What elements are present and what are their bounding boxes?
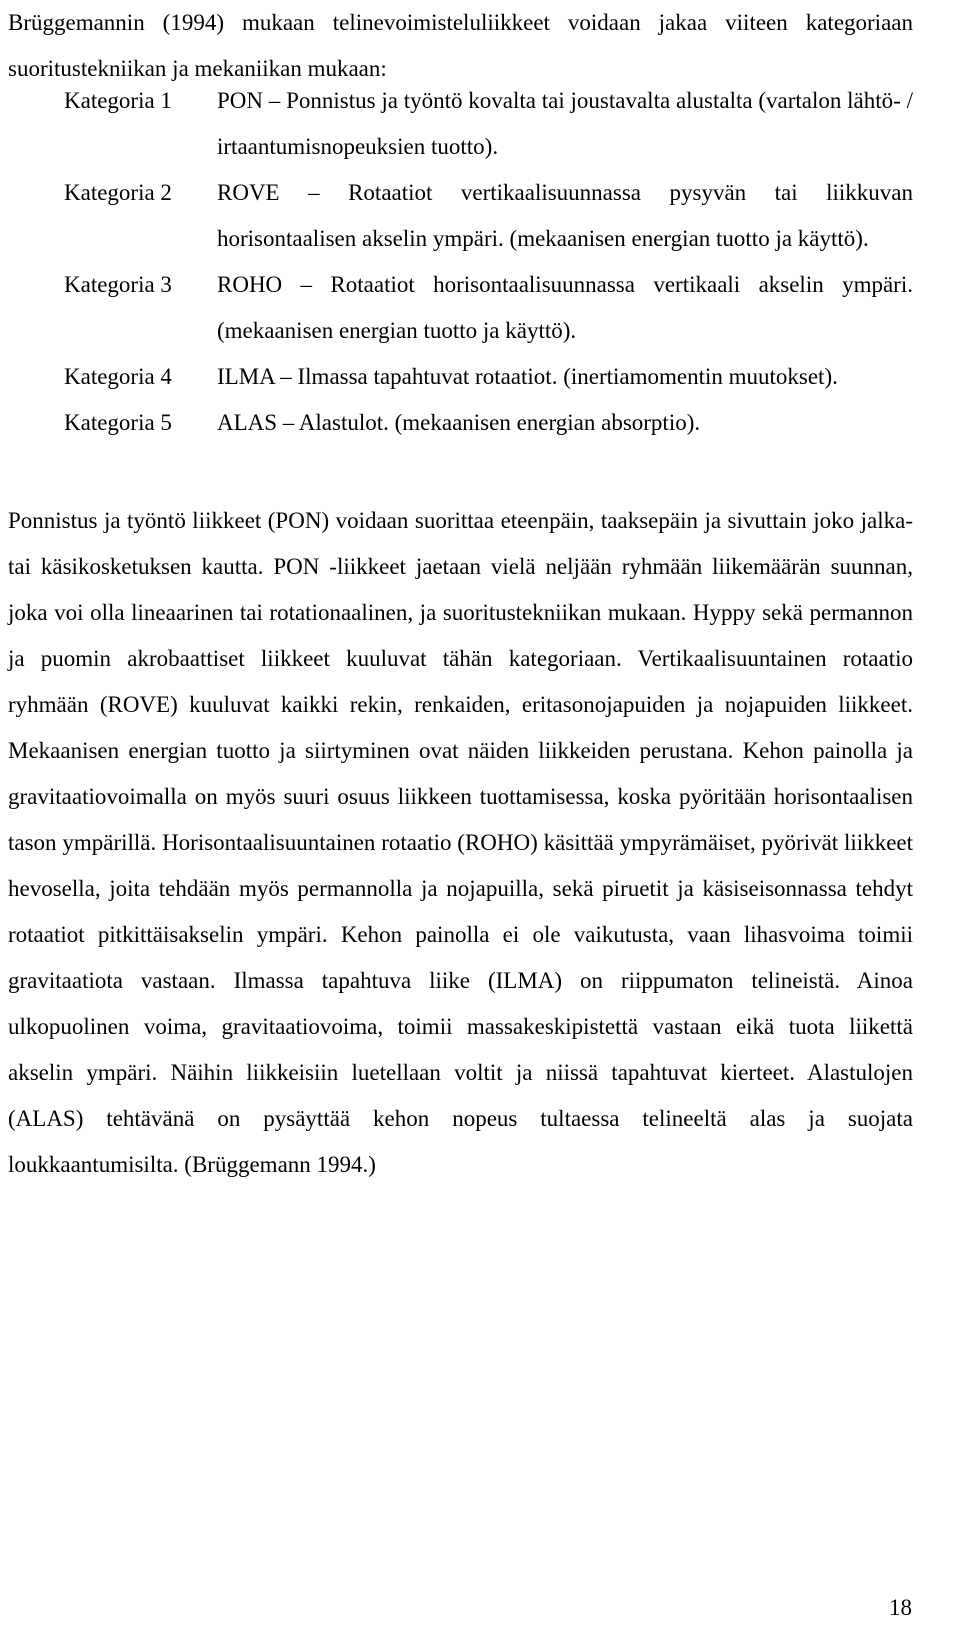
category-row-3	[0, 262, 960, 354]
intro-paragraph: Brüggemannin (1994) mukaan telinevoimisteluliikkeet voidaan jakaa viiteen kategoriaan suoritustekniikan ja mekaniikan mukaan:	[8, 10, 913, 81]
category-row-2	[0, 170, 960, 262]
category-description: ROVE – Rotaatiot vertikaalisuunnassa pysyvän tai liikkuvan horisontaalisen akselin ympäri. (mekaanisen energian tuotto ja käyttö).	[217, 180, 913, 251]
category-description: ROHO – Rotaatiot horisontaalisuunnassa vertikaali akselin ympäri. (mekaanisen energian tuotto ja käyttö).	[217, 272, 913, 343]
page-number: 18	[889, 1595, 912, 1620]
category-label: Kategoria 5	[64, 410, 172, 435]
category-description: ALAS – Alastulot. (mekaanisen energian absorptio).	[217, 410, 701, 435]
category-list	[0, 78, 960, 446]
category-description: ILMA – Ilmassa tapahtuvat rotaatiot. (inertiamomentin muutokset).	[217, 364, 838, 389]
category-label: Kategoria 2	[64, 180, 172, 205]
category-description: PON – Ponnistus ja työntö kovalta tai joustavalta alustalta (vartalon lähtö- / irtaantumisnopeuksien tuotto).	[217, 88, 913, 159]
category-label: Kategoria 3	[64, 272, 172, 297]
category-label: Kategoria 1	[64, 88, 172, 113]
category-row-5	[0, 400, 960, 446]
category-row-4	[0, 354, 960, 400]
category-row-1	[0, 78, 960, 170]
category-label: Kategoria 4	[64, 364, 172, 389]
body-paragraph: Ponnistus ja työntö liikkeet (PON) voidaan suorittaa eteenpäin, taaksepäin ja sivuttain joko jalka- tai käsikosketuksen kautta. PON -liikkeet jaetaan vielä neljään ryhmään liikemäärän suunnan, joka voi olla lineaarinen tai rotationaalinen, ja suoritustekniikan mukaan. Hyppy sekä permannon ja puomin akrobaattiset liikkeet kuuluvat tähän kategoriaan. Vertikaalisuuntainen rotaatio ryhmään (ROVE) kuuluvat kaikki rekin, renkaiden, eritasonojapuiden ja nojapuiden liikkeet. Mekaanisen energian tuotto ja siirtyminen ovat näiden liikkeiden perustana. Kehon painolla ja gravitaatiovoimalla on myös suuri osuus liikkeen tuottamisessa, koska pyöritään horisontaalisen tason ympärillä. Horisontaalisuuntainen rotaatio (ROHO) käsittää ympyrämäiset, pyörivät liikkeet hevosella, joita tehdään myös permannolla ja nojapuilla, sekä piruetit ja käsiseisonnassa tehdyt rotaatiot pitkittäisakselin ympäri. Kehon painolla ei ole vaikutusta, vaan lihasvoima toimii gravitaatiota vastaan. Ilmassa tapahtuva liike (ILMA) on riippumaton telineistä. Ainoa ulkopuolinen voima, gravitaatiovoima, toimii massakeskipistettä vastaan eikä tuota liikettä akselin ympäri. Näihin liikkeisiin luetellaan voltit ja niissä tapahtuvat kierteet. Alastulojen (ALAS) tehtävänä on pysäyttää kehon nopeus tultaessa telineeltä alas ja suojata loukkaantumisilta. (Brüggemann 1994.)	[8, 508, 913, 1177]
